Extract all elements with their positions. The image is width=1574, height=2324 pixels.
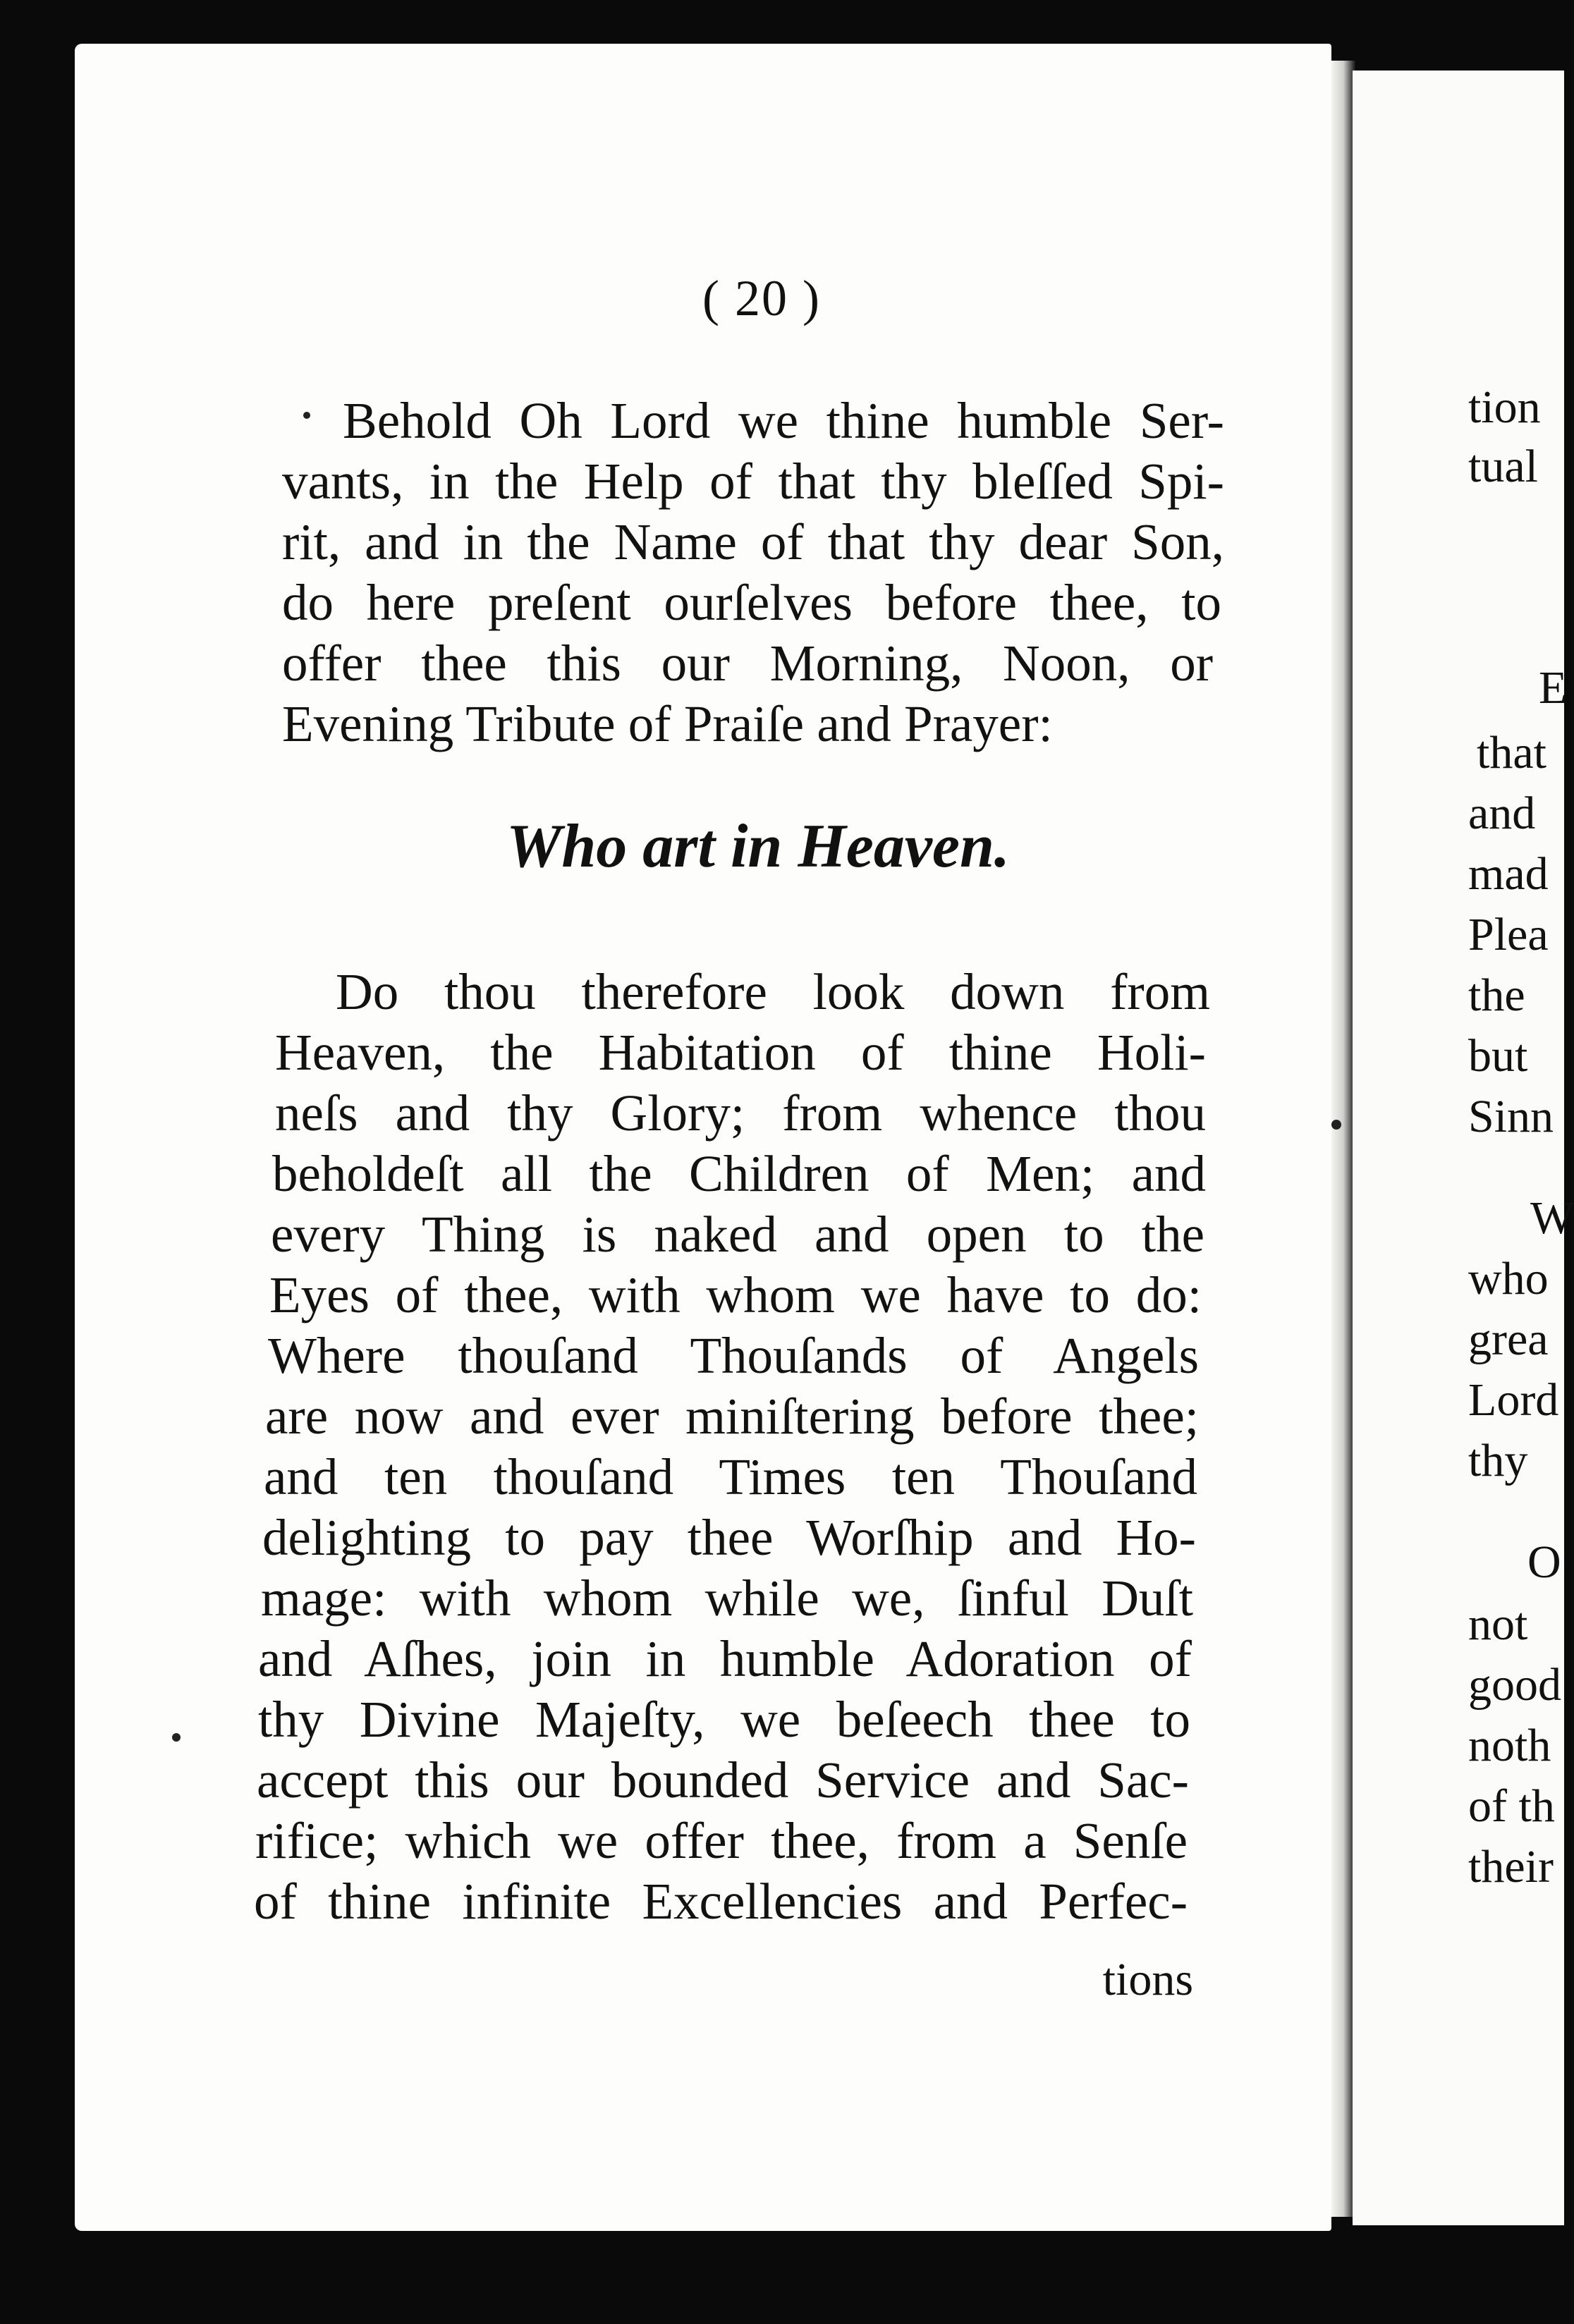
right-page-fragment: O bbox=[1527, 1536, 1561, 1588]
text-line: offer thee this our Morning, Noon, or bbox=[282, 635, 1213, 692]
ink-mark bbox=[1331, 1120, 1341, 1130]
right-page-fragment: and bbox=[1468, 788, 1536, 839]
text-line: every Thing is naked and open to the bbox=[271, 1206, 1204, 1263]
text-line: beholdeſt all the Children of Men; and bbox=[272, 1145, 1206, 1202]
right-page-fragment: tual bbox=[1468, 441, 1538, 492]
text-line: rifice; which we offer thee, from a Senſe bbox=[255, 1812, 1188, 1869]
right-page-fragment: tion bbox=[1468, 381, 1541, 433]
right-page-fragment: their bbox=[1468, 1841, 1554, 1892]
text-line: and Aſhes, join in humble Adoration of bbox=[258, 1630, 1192, 1687]
right-page-fragment: that bbox=[1477, 727, 1546, 778]
text-line: Eyes of thee, with whom we have to do: bbox=[269, 1266, 1202, 1323]
text-line: Do thou therefore look down from bbox=[336, 963, 1210, 1020]
right-page-fragment: the bbox=[1468, 970, 1525, 1021]
text-line: rit, and in the Name of that thy dear Son, bbox=[282, 513, 1224, 570]
right-page-fragment: who bbox=[1468, 1253, 1549, 1304]
ink-mark bbox=[303, 412, 310, 419]
text-line: vants, in the Help of that thy bleſſed Spi- bbox=[282, 453, 1224, 510]
book-gutter bbox=[1331, 61, 1355, 2217]
text-line: are now and ever miniſtering before thee; bbox=[265, 1388, 1199, 1445]
right-page-fragment: not bbox=[1468, 1598, 1528, 1650]
page-number: ( 20 ) bbox=[702, 270, 821, 326]
text-line: Evening Tribute of Praiſe and Prayer: bbox=[282, 695, 1053, 752]
text-line: do here preſent ourſelves before thee, to bbox=[282, 574, 1221, 631]
right-page-fragment: Lord bbox=[1468, 1374, 1559, 1426]
right-page-fragment: mad bbox=[1468, 848, 1549, 900]
right-page-fragment: noth bbox=[1468, 1720, 1551, 1771]
right-page-fragment: good bbox=[1468, 1659, 1561, 1711]
text-line: Where thouſand Thouſands of Angels bbox=[268, 1327, 1199, 1384]
text-line: Heaven, the Habitation of thine Holi- bbox=[275, 1024, 1206, 1081]
right-page-fragment: grea bbox=[1468, 1314, 1549, 1365]
ink-mark bbox=[172, 1733, 181, 1742]
text-line: thy Divine Majeſty, we beſeech thee to bbox=[258, 1691, 1190, 1748]
text-line: accept this our bounded Service and Sac- bbox=[257, 1751, 1189, 1809]
right-page-fragment: W bbox=[1530, 1192, 1574, 1244]
section-heading: Who art in Heaven. bbox=[506, 812, 1010, 881]
right-page-fragment: E bbox=[1539, 662, 1568, 714]
right-page-fragment: Plea bbox=[1468, 909, 1549, 960]
right-page-fragment: but bbox=[1468, 1030, 1528, 1082]
text-line: of thine infinite Excellencies and Perfec- bbox=[254, 1873, 1188, 1930]
text-line: mage: with whom while we, ſinful Duſt bbox=[261, 1570, 1193, 1627]
text-line: and ten thouſand Times ten Thouſand bbox=[264, 1448, 1197, 1505]
right-page-fragment: thy bbox=[1468, 1435, 1528, 1486]
right-page-fragment: of th bbox=[1468, 1780, 1555, 1832]
text-line: delighting to pay thee Worſhip and Ho- bbox=[262, 1509, 1196, 1566]
catchword: tions bbox=[1102, 1954, 1193, 2005]
text-line: neſs and thy Glory; from whence thou bbox=[275, 1084, 1206, 1142]
right-page-fragment: Sinn bbox=[1468, 1091, 1554, 1142]
text-line: Behold Oh Lord we thine humble Ser- bbox=[343, 392, 1224, 449]
